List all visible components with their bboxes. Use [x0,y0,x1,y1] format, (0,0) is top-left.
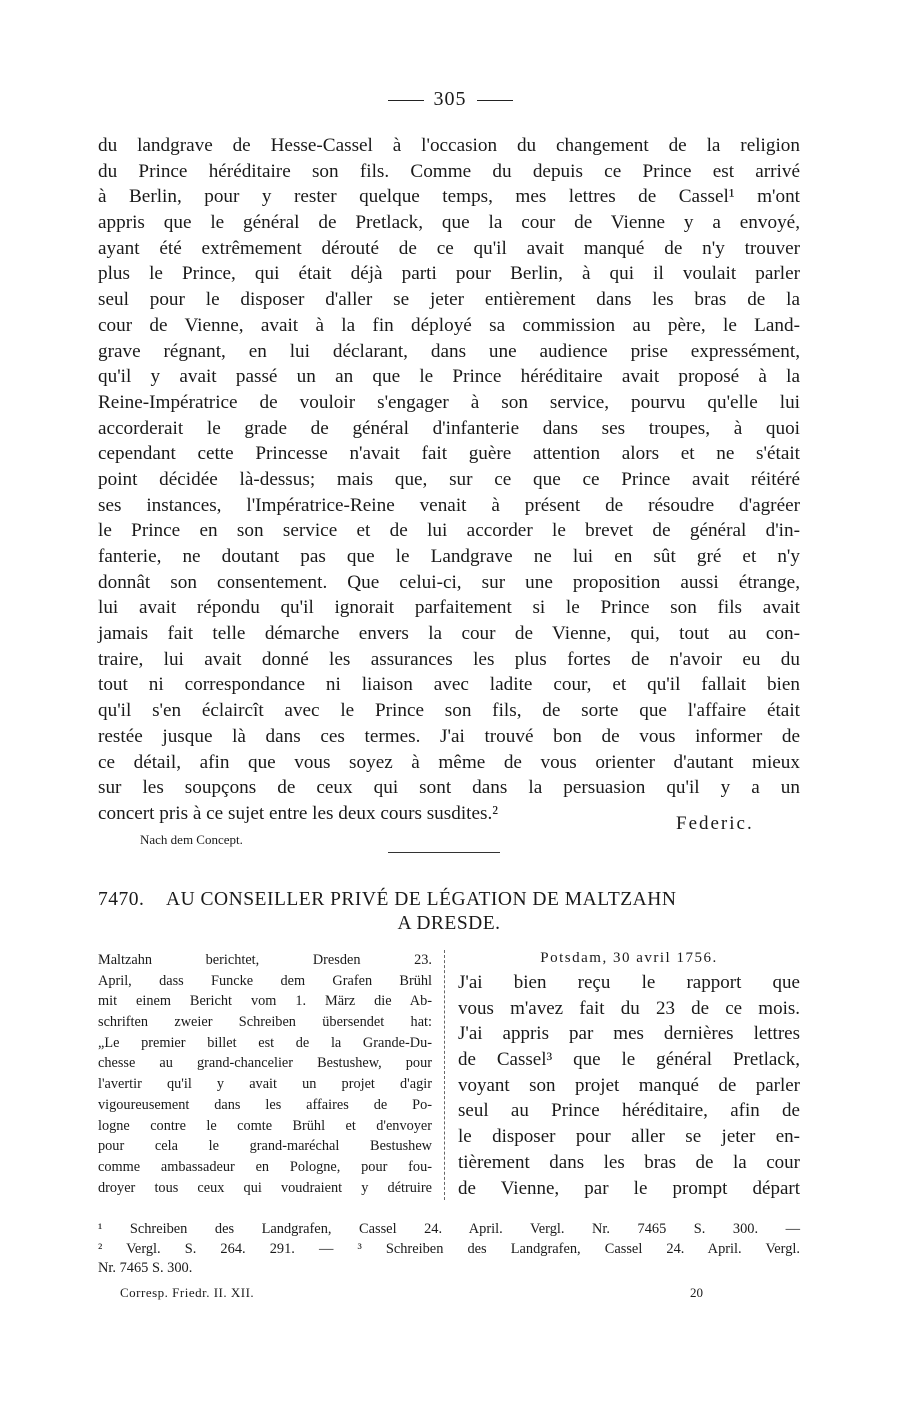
body-line: ayant été extrêmement dérouté de ce qu'il avait manqué de n'y trouver [98,237,800,259]
body-line: lui avait répondu qu'il ignorait parfaitement si le Prince son fils avait [98,597,800,619]
summary-line: comme ambassadeur en Pologne, pour fou- [98,1158,432,1175]
letter-line: seul au Prince héréditaire, afin de [458,1100,800,1122]
letter-line: le disposer pour aller se jeter en- [458,1126,800,1148]
body-line: point décidée là-dessus; mais que, sur ce que ce Prince avait réitéré [98,468,800,490]
body-line: fanterie, ne doutant pas que le Landgrave ne lui en sût gré et n'y [98,546,800,567]
body-line: sur les soupçons de ceux qui sont dans la persuasion qu'il y a un [98,777,800,799]
sheet-number: 20 [690,1285,703,1300]
section-heading [98,888,800,936]
signature: Federic. [676,813,754,834]
footnote-line: Nr. 7465 S. 300. [98,1260,193,1276]
summary-line: logne contre le comte Brühl et d'envoyer [98,1117,432,1134]
body-line: concert pris à ce sujet entre les deux cours susdites.² [98,802,499,824]
letter-body [98,133,800,827]
summary-line: vigoureusement dans les affaires de Po- [98,1096,432,1113]
summary-line: Maltzahn berichtet, Dresden 23. [98,952,432,968]
summary-line: pour cela le grand-maréchal Bestushew [98,1138,432,1155]
heading-line-2: A DRESDE. [397,913,501,934]
footnotes [98,1220,800,1279]
letter-line: J'ai appris par mes dernières lettres [458,1023,800,1045]
page-number [0,88,900,111]
summary-line: l'avertir qu'il y avait un projet d'agir [98,1076,432,1093]
body-line: ses instances, l'Impératrice-Reine venait à présent de résoudre d'agréer [98,494,800,516]
letter-line: J'ai bien reçu le rapport que [458,972,800,993]
body-line: du landgrave de Hesse-Cassel à l'occasion du changement de la religion [98,135,800,156]
section-divider [388,852,500,853]
letter-line: de Vienne, par le prompt départ [458,1177,800,1199]
letter-line: tièrement dans les bras de la cour [458,1151,800,1173]
body-line: tout ni correspondance ni liaison avec ladite cour, et qu'il fallait bien [98,674,800,696]
column-divider [444,950,445,1200]
letter-line: vous m'avez fait du 23 de ce mois. [458,997,800,1019]
dateline: Potsdam, 30 avril 1756. [540,950,718,966]
summary-column [98,950,432,1198]
summary-line: droyer tous ceux qui voudraient y détruire [98,1179,432,1196]
body-line: seul pour le disposer d'aller se jeter entièrement dans les bras de la [98,289,800,311]
page-number-text: 305 [433,88,467,110]
summary-line: chesse au grand-chancelier Bestushew, pour [98,1055,432,1072]
volume-signature: Corresp. Friedr. II. XII. [120,1285,255,1300]
body-line: jamais fait telle démarche envers la cour de Vienne, qui, tout au con- [98,623,800,645]
body-line: accorderait le grade de général d'infanterie dans ses troupes, à quoi [98,417,800,439]
letter-line: voyant son projet manqué de parler [458,1074,800,1096]
body-line: restée jusque là dans ces termes. J'ai trouvé bon de vous informer de [98,725,800,747]
body-line: qu'il y avait passé un an que le Prince héréditaire avait proposé à la [98,366,800,388]
body-line: plus le Prince, qui était déjà parti pour Berlin, à qui il voulait parler [98,263,800,285]
body-line: à Berlin, pour y rester quelque temps, mes lettres de Cassel¹ m'ont [98,186,800,208]
body-line: Reine-Impératrice de vouloir s'engager à son service, pourvu qu'elle lui [98,391,800,413]
footnote-line: ¹ Schreiben des Landgrafen, Cassel 24. April. Vergl. Nr. 7465 S. 300. — [98,1221,800,1237]
body-line: grave régnant, en lui déclarant, dans une audience prise expressément, [98,340,800,362]
letter-line: de Cassel³ que le général Pretlack, [458,1049,800,1071]
body-line: donnât son consentement. Que celui-ci, sur une proposition aussi étrange, [98,571,800,593]
letter-number: 7470. [98,889,145,910]
footnote-line: ² Vergl. S. 264. 291. — ³ Schreiben des Landgrafen, Cassel 24. April. Vergl. [98,1240,800,1257]
body-line: traire, lui avait donné les assurances les plus fortes de n'avoir eu du [98,648,800,670]
body-line: du Prince héréditaire son fils. Comme du depuis ce Prince est arrivé [98,160,800,182]
summary-line: mit einem Bericht vom 1. März die Ab- [98,993,432,1010]
page-number-dash-right [477,100,513,101]
page-number-dash-left [388,100,424,101]
body-line: appris que le général de Pretlack, que la cour de Vienne y a envoyé, [98,212,800,234]
body-line: cour de Vienne, avait à la fin déployé sa commission au père, le Land- [98,314,800,336]
source-note: Nach dem Concept. [140,832,243,847]
body-line: cependant cette Princesse n'avait fait guère attention alors et ne s'était [98,443,800,465]
letter-column [458,946,800,1201]
summary-line: schriften zweier Schreiben übersendet hat: [98,1014,432,1031]
summary-line: „Le premier billet est de la Grande-Du- [98,1034,432,1051]
summary-line: April, dass Funcke dem Grafen Brühl [98,972,432,989]
heading-line-1: AU CONSEILLER PRIVÉ DE LÉGATION DE MALTZAHN [166,889,677,910]
body-line: le Prince en son service et de lui accorder le brevet de général d'in- [98,520,800,542]
letter-column-text [458,970,800,1201]
body-line: ce détail, afin que vous soyez à même de vous orienter d'autant mieux [98,751,800,773]
body-line: qu'il s'en éclaircît avec le Prince son fils, de sorte que l'affaire était [98,700,800,722]
